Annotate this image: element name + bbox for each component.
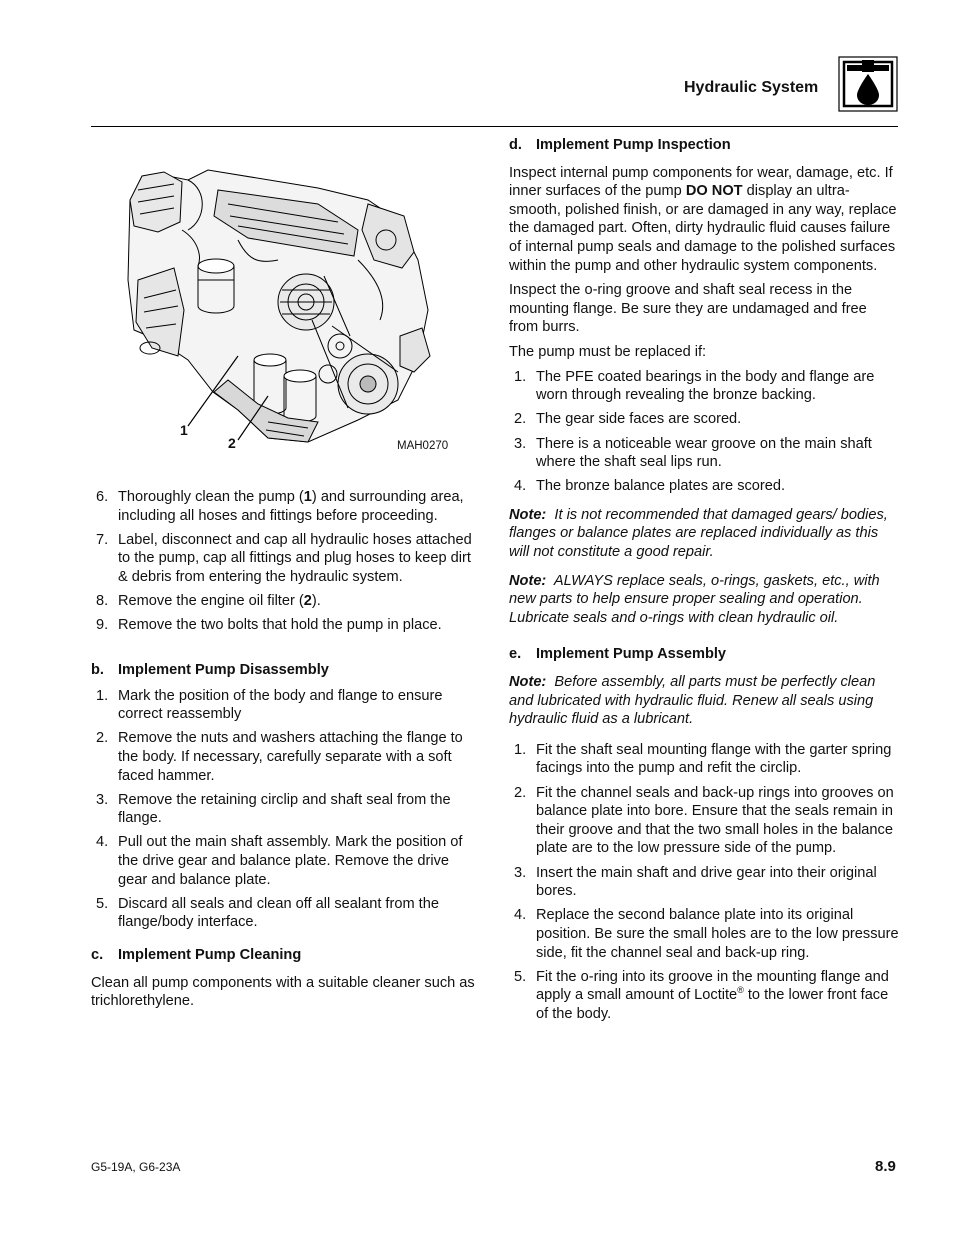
inspection-paragraph-3: The pump must be replaced if: [509, 343, 707, 360]
footer-model: G5-19A, G6-23A [91, 1160, 181, 1174]
heading-cleaning: c. Implement Pump Cleaning [91, 947, 302, 964]
section-title: Hydraulic System [684, 79, 819, 96]
list-item: 6. Thoroughly clean the pump (1) and surrounding area, including all hoses and fittings before proceeding. [96, 489, 464, 524]
list-item: 3. There is a noticeable wear groove on the main shaft where the shaft seal lips run. [514, 435, 872, 471]
list-item: 2. Remove the nuts and washers attaching the flange to the body. If necessary, carefully separate with a soft faced hammer. [96, 730, 463, 784]
heading-assembly: e. Implement Pump Assembly [509, 646, 727, 663]
inspection-paragraph-2: Inspect the o-ring groove and shaft seal recess in the mounting flange. Be sure they are undamaged and free from burrs. [509, 282, 867, 336]
list-item: 1. The PFE coated bearings in the body and flange are worn through revealing the bronze backing. [514, 368, 875, 404]
list-item: 1. Mark the position of the body and flange to ensure correct reassembly [96, 687, 443, 723]
engine-figure [118, 160, 458, 460]
list-item: 2. Fit the channel seals and back-up rings into grooves on balance plate into bore. Ensure that the seals remain in their groove and that the two small holes in the balance plate are to the low pressure side of the pump. [514, 784, 894, 857]
list-item: 2. The gear side faces are scored. [514, 411, 742, 428]
list-item: 4. Pull out the main shaft assembly. Mark the position of the drive gear and balance plate. Remove the drive gear and balance plate. [96, 834, 463, 888]
heading-inspection: d. Implement Pump Inspection [509, 137, 731, 153]
note-replace-seals: Note: ALWAYS replace seals, o-rings, gaskets, etc., with new parts to help ensure proper sealing and operation. Lubricate seals and o-rings with clean hydraulic oil. [509, 572, 880, 626]
inspection-paragraph-1: Inspect internal pump components for wear, damage, etc. If inner surfaces of the pump DO NOT display an ultra-smooth, polished finish, or are damaged in any way, replace the damaged part. Often, dirty hydraulic fluid causes failure of internal pump seals and damage to the polished surfaces within the pump and other hydraulic system components. [509, 164, 897, 274]
left-column [91, 488, 481, 1017]
cleaning-paragraph: Clean all pump components with a suitable cleaner such as trichlorethylene. [91, 974, 475, 1010]
hydraulic-drop-icon [838, 56, 898, 112]
callout-1: 1 [180, 422, 188, 438]
list-item: 4. The bronze balance plates are scored. [514, 478, 786, 495]
list-item: 9. Remove the two bolts that hold the pump in place. [96, 617, 442, 634]
list-item: 3. Remove the retaining circlip and shaft seal from the flange. [96, 791, 451, 827]
engine-illustration [118, 160, 458, 460]
replacement-criteria [509, 368, 899, 496]
list-item: 5. Discard all seals and clean off all sealant from the flange/body interface. [96, 895, 439, 931]
right-column [509, 136, 899, 1029]
heading-disassembly: b. Implement Pump Disassembly [91, 661, 329, 678]
figure-code: MAH0270 [397, 440, 449, 452]
removal-steps [91, 488, 481, 635]
list-item: 5. Fit the o-ring into its groove in the mounting flange and apply a small amount of Loctite® to the lower front face of the body. [514, 968, 889, 1022]
list-item: 1. Fit the shaft seal mounting flange with the garter spring facings into the pump and refit the circlip. [514, 741, 892, 777]
list-item: 8. Remove the engine oil filter (2). [96, 593, 321, 610]
disassembly-steps [91, 687, 481, 933]
list-item: 3. Insert the main shaft and drive gear into their original bores. [514, 864, 877, 900]
header-rule [91, 126, 898, 127]
page-number: 8.9 [875, 1158, 896, 1175]
callout-2: 2 [228, 435, 236, 451]
note-damaged-parts: Note: It is not recommended that damaged gears/ bodies, flanges or balance plates are replaced individually as this will not constitute a good repair. [509, 506, 888, 561]
list-item: 7. Label, disconnect and cap all hydraulic hoses attached to the pump, cap all fittings and plug hoses to keep dirt & debris from entering the hydraulic system. [96, 531, 472, 585]
note-assembly: Note: Before assembly, all parts must be perfectly clean and lubricated with hydraulic fluid. Renew all seals using hydraulic fluid as a lubricant. [509, 674, 876, 728]
list-item: 4. Replace the second balance plate into its original position. Be sure the small holes are to the low pressure side, fit the channel seal and back-up ring. [514, 907, 899, 961]
assembly-steps [509, 741, 899, 1024]
